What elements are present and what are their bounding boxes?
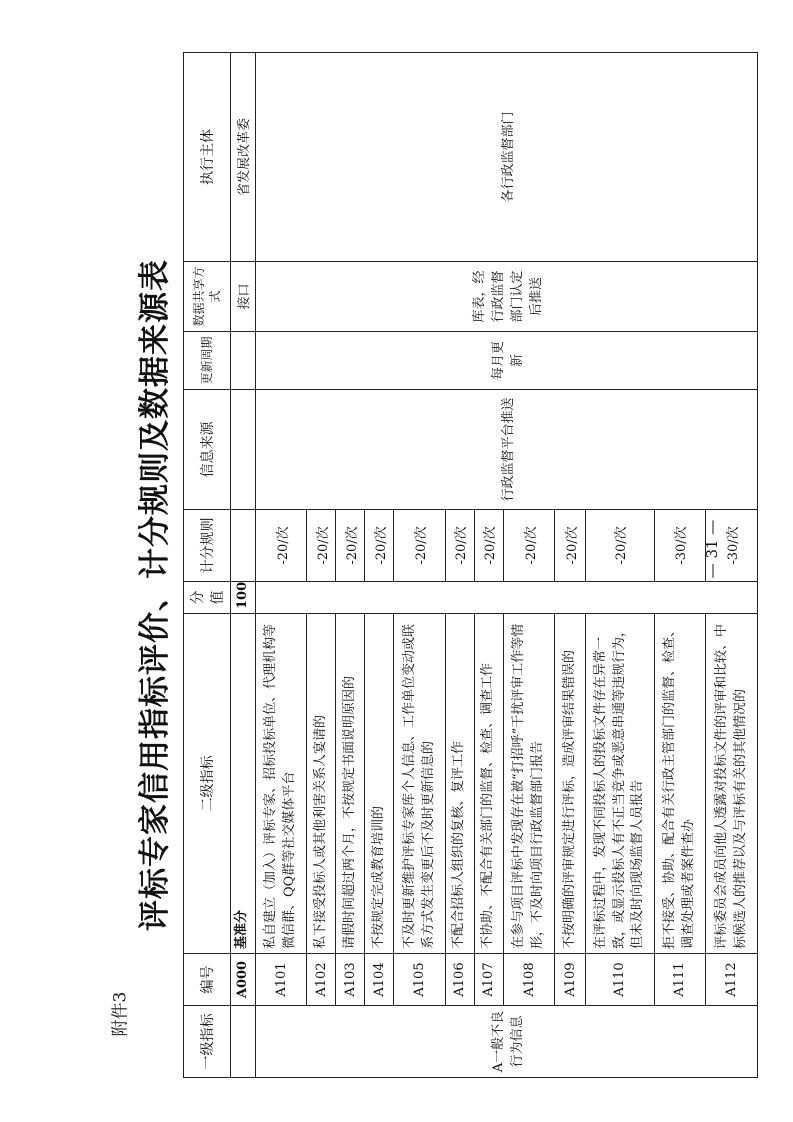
- cell-code: A108: [503, 954, 555, 1006]
- header-source: 信息来源: [184, 390, 231, 510]
- cell-share: 接口: [231, 262, 256, 332]
- cell-name: 不按明确的评审规定进行评标，造成评审结果错误的: [555, 614, 586, 954]
- attachment-label: 附件3: [110, 991, 131, 1037]
- table-row-base: [231, 53, 256, 1078]
- cell-code: A112: [706, 954, 758, 1006]
- cell-category: A一般不良行为信息: [255, 1006, 757, 1078]
- cell-name: 不按规定完成教育培训的: [365, 614, 394, 954]
- cell-name: 不协助、不配合有关部门的监督、检查、调查工作: [474, 614, 503, 954]
- cell-code: A110: [586, 954, 654, 1006]
- cell-code: A111: [654, 954, 706, 1006]
- cell-rule: -20/次: [365, 510, 394, 582]
- cell-name: 请假时间超过两个月，不按规定书面说明原因的: [336, 614, 365, 954]
- cell-code: A000: [231, 954, 256, 1006]
- cell-name: 在参与项目评标中发现存在被“打招呼”干扰评审工作等情形，不及时向项目行政监督部门报告: [503, 614, 555, 954]
- credit-indicator-table: [183, 52, 758, 1078]
- header-code: 编号: [184, 954, 231, 1006]
- cell-name: 基准分: [231, 614, 256, 954]
- cell-rule: -30/次: [654, 510, 706, 582]
- cell-rule: -20/次: [255, 510, 307, 582]
- cell-rule: -30/次: [706, 510, 758, 582]
- cell-rule: -20/次: [474, 510, 503, 582]
- cell-score: 100: [231, 582, 256, 614]
- cell-code: A104: [365, 954, 394, 1006]
- header-executor: 执行主体: [184, 53, 231, 262]
- cell-code: A102: [307, 954, 336, 1006]
- cell-rule: -20/次: [445, 510, 474, 582]
- cell-name: 私自建立（加入）评标专家、招标投标单位、代理机构等微信群、QQ群等社交媒体平台: [255, 614, 307, 954]
- cell-code: A105: [394, 954, 446, 1006]
- cell-rule: -20/次: [307, 510, 336, 582]
- cell-rule: -20/次: [336, 510, 365, 582]
- header-cycle: 更新周期: [184, 332, 231, 390]
- cell-rule: -20/次: [586, 510, 654, 582]
- cell-score-empty: [255, 582, 757, 614]
- page-title: 评标专家信用指标评价、计分规则及数据来源表: [137, 259, 173, 931]
- cell-rule: -20/次: [555, 510, 586, 582]
- cell-name: 评标委员会成员向他人透露对投标文件的评审和比较、中标候选人的推荐以及与评标有关的其他情况的: [706, 614, 758, 954]
- header-rule: 计分规则: [184, 510, 231, 582]
- cell-empty: [231, 390, 256, 510]
- cell-rule: -20/次: [394, 510, 446, 582]
- cell-name: 不配合招标人组织的复核、复评工作: [445, 614, 474, 954]
- header-level2: 二级指标: [184, 614, 231, 954]
- header-level1: 一级指标: [184, 1006, 231, 1078]
- cell-code: A109: [555, 954, 586, 1006]
- table-row: [255, 53, 307, 1078]
- cell-name: 私下接受投标人或其他利害关系人宴请的: [307, 614, 336, 954]
- cell-name: 在评标过程中，发现不同投标人的投标文件存在异常一致，或显示投标人有不正当竞争或恶意串通等违规行为，但未及时向现场监督人员报告: [586, 614, 654, 954]
- cell-empty: [231, 510, 256, 582]
- cell-share: 库表，经行政监督部门认定后推送: [255, 262, 757, 332]
- cell-empty: [231, 332, 256, 390]
- table-header-row: [184, 53, 231, 1078]
- cell-empty: [231, 1006, 256, 1078]
- cell-code: A107: [474, 954, 503, 1006]
- cell-executor: 省发展改革委: [231, 53, 256, 262]
- page-number: — 31 —: [703, 519, 721, 579]
- header-score: 分值: [184, 582, 231, 614]
- cell-name: 不及时更新维护评标专家库个人信息、工作单位变动或联系方式发生变更后不及时更新信息的: [394, 614, 446, 954]
- cell-rule: -20/次: [503, 510, 555, 582]
- cell-source: 行政监督平台推送: [255, 390, 757, 510]
- cell-code: A103: [336, 954, 365, 1006]
- cell-cycle: 每月更新: [255, 332, 757, 390]
- cell-executor: 各行政监督部门: [255, 53, 757, 262]
- credit-table-container: [183, 53, 758, 1078]
- cell-name: 拒不接受、协助、配合有关行政主管部门的监督、检查、调查处理或者案件查办: [654, 614, 706, 954]
- header-share: 数据共享方式: [184, 262, 231, 332]
- cell-code: A106: [445, 954, 474, 1006]
- cell-code: A101: [255, 954, 307, 1006]
